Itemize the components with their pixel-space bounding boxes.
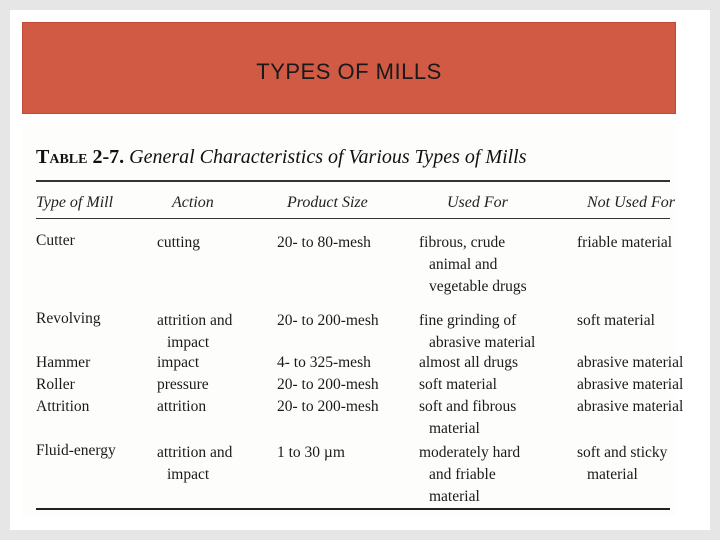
title-bar — [22, 22, 676, 114]
table-header-rule — [36, 218, 670, 219]
header-used-for: Used For — [447, 194, 508, 211]
cell-used-for: moderately hard and friable material — [419, 444, 521, 505]
cell-used-for: soft and fibrous material — [419, 398, 517, 437]
cell-used-for: soft material — [419, 376, 497, 393]
cell-type: Revolving — [36, 310, 101, 327]
table-caption-title: General Characteristics of Various Types of Mills — [129, 146, 527, 168]
cell-type: Fluid-energy — [36, 442, 116, 459]
cell-size: 20- to 200-mesh — [277, 398, 379, 415]
cell-not-used-for: soft and sticky material — [577, 444, 668, 483]
cell-used-for: fine grinding of abrasive material — [419, 312, 536, 351]
table-caption-label: Table 2-7. — [36, 146, 125, 168]
cell-action: attrition and impact — [157, 312, 233, 351]
table-bottom-rule — [36, 508, 670, 510]
cell-not-used-for: abrasive material — [577, 354, 684, 371]
cell-type: Cutter — [36, 232, 75, 249]
header-not-used-for: Not Used For — [587, 194, 675, 211]
table-caption — [36, 146, 527, 169]
scanned-table-image — [22, 124, 684, 516]
cell-size: 20- to 200-mesh — [277, 312, 379, 329]
cell-action: pressure — [157, 376, 209, 393]
header-action: Action — [172, 194, 214, 211]
cell-size: 20- to 200-mesh — [277, 376, 379, 393]
cell-not-used-for: abrasive material — [577, 398, 684, 415]
cell-type: Hammer — [36, 354, 91, 371]
cell-not-used-for: friable material — [577, 234, 673, 251]
cell-size: 20- to 80-mesh — [277, 234, 371, 251]
cell-size: 4- to 325-mesh — [277, 354, 371, 371]
header-product-size: Product Size — [287, 194, 368, 211]
cell-action: cutting — [157, 234, 201, 251]
header-type-of-mill: Type of Mill — [36, 194, 114, 211]
cell-size: 1 to 30 µm — [277, 444, 345, 461]
cell-type: Attrition — [36, 398, 90, 415]
cell-action: attrition and impact — [157, 444, 233, 483]
cell-used-for: fibrous, crude animal and vegetable drugs — [419, 234, 527, 295]
cell-action: impact — [157, 354, 200, 371]
cell-action: attrition — [157, 398, 207, 415]
table-top-rule — [36, 180, 670, 182]
cell-not-used-for: soft material — [577, 312, 655, 329]
slide-title: TYPES OF MILLS — [256, 59, 442, 84]
cell-type: Roller — [36, 376, 75, 393]
cell-used-for: almost all drugs — [419, 354, 519, 371]
cell-not-used-for: abrasive material — [577, 376, 684, 393]
